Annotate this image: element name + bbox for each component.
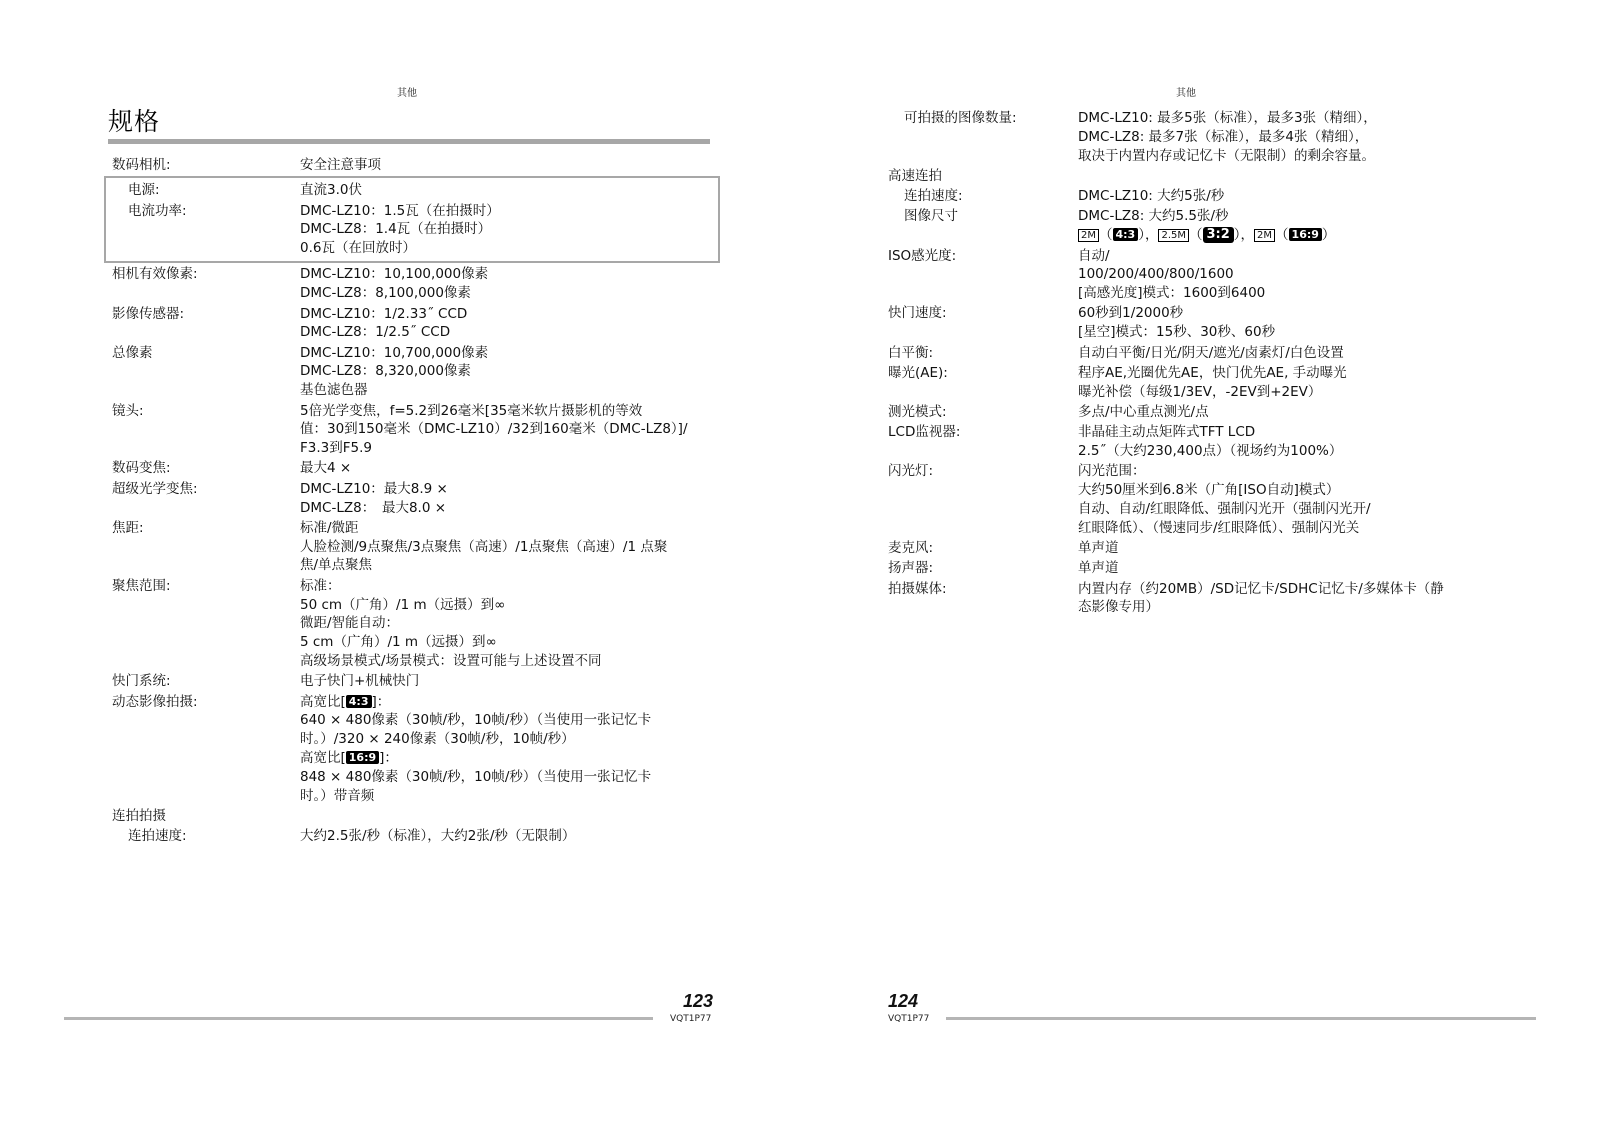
aspect-suffix: ]： (379, 749, 398, 766)
aspect-4-3-icon: 4:3 (346, 695, 372, 708)
spec-label: 麦克风: (888, 540, 934, 557)
value-line: DMC-LZ10：1.5瓦（在拍摄时） (300, 202, 500, 219)
spec-row-focus-range (112, 577, 712, 671)
doc-code-right: VQT1P77 (888, 1014, 930, 1024)
spec-value (300, 519, 712, 575)
value-line: DMC-LZ8: 最多7张（标准），最多4张（精细）， (1078, 128, 1369, 145)
spec-label: 数码变焦: (112, 460, 171, 477)
value-line: DMC-LZ10：10,700,000像素 (300, 344, 489, 361)
spec-value (300, 265, 712, 303)
spec-label: 白平衡: (888, 344, 934, 361)
spec-row-media (888, 580, 1488, 618)
spec-label: 影像传感器: (112, 305, 185, 322)
spec-row-focus (112, 519, 712, 575)
value-line: 曝光补偿（每级1/3EV，-2EV到+2EV） (1078, 383, 1322, 400)
value-line: 0.6瓦（在回放时） (300, 240, 416, 257)
spec-row-effective-pixels (112, 265, 712, 303)
value-line: 人脸检测/9点聚焦/3点聚焦（高速）/1点聚焦（高速）/1 点聚 (300, 538, 668, 555)
spec-value: 单声道 (1078, 560, 1119, 577)
spec-row-speaker (888, 559, 1488, 578)
value-line: 值：30到150毫米（DMC-LZ10）/32到160毫米（DMC-LZ8）]/ (300, 421, 688, 438)
spec-list-right (888, 109, 1488, 619)
aspect-prefix: 高宽比[ (300, 693, 346, 710)
value-line: 高级场景模式/场景模式：设置可能与上述设置不同 (300, 652, 602, 669)
spec-value: 自动白平衡/日光/阴天/遮光/卤素灯/白色设置 (1078, 344, 1344, 361)
value-line: 640 × 480像素（30帧/秒，10帧/秒）（当使用一张记忆卡 (300, 712, 652, 729)
value-line: 848 × 480像素（30帧/秒，10帧/秒）（当使用一张记忆卡 (300, 768, 652, 785)
spec-row-exposure (888, 364, 1488, 402)
spec-row-total-pixels (112, 344, 712, 400)
value-line: 50 cm（广角）/1 m（远摄）到∞ (300, 596, 506, 613)
spec-label: 扬声器: (888, 560, 934, 577)
spec-label: LCD监视器: (888, 424, 961, 441)
value-line: 5倍光学变焦，f=5.2到26毫米[35毫米软片摄影机的等效 (300, 402, 643, 419)
value-line: [高感光度]模式：1600到6400 (1078, 285, 1266, 302)
value-line: 闪光范围： (1078, 463, 1146, 480)
spec-row-mic (888, 539, 1488, 558)
spec-value: 多点/中心重点测光/点 (1078, 403, 1209, 420)
spec-row-hs-burst (888, 167, 1488, 186)
spec-label: 闪光灯: (888, 463, 934, 480)
paren: （ (1189, 227, 1203, 244)
value-line: 焦/单点聚焦 (300, 557, 373, 574)
spec-label: 连拍速度: (904, 188, 963, 205)
value-line: 标准/微距 (300, 519, 359, 536)
aspect-3-2-icon: 3:2 (1203, 227, 1234, 243)
spec-value (1078, 423, 1488, 461)
value-line: 微距/智能自动： (300, 615, 400, 632)
spec-value: 直流3.0伏 (300, 182, 362, 199)
spec-label: 聚焦范围: (112, 577, 171, 594)
value-line (300, 693, 712, 712)
value-line: 时。）带音频 (300, 787, 375, 804)
spec-label: 数码相机: (112, 157, 171, 173)
value-line: DMC-LZ8：1/2.5˝ CCD (300, 324, 451, 341)
value-line: 态影像专用） (1078, 599, 1159, 616)
value-line: 100/200/400/800/1600 (1078, 266, 1234, 283)
spec-row-lcd (888, 423, 1488, 461)
doc-code-left: VQT1P77 (670, 1014, 712, 1024)
spec-row-digital-zoom (112, 459, 712, 478)
value-line: 5 cm（广角）/1 m（远摄）到∞ (300, 634, 497, 651)
spec-label: 可拍摄的图像数量: (904, 110, 1017, 126)
spec-row-image-size (888, 207, 1488, 245)
value-line (1078, 226, 1488, 245)
value-line: DMC-LZ8：1.4瓦（在拍摄时） (300, 221, 492, 238)
spec-value: 最大4 × (300, 460, 352, 477)
spec-value (300, 577, 712, 671)
spec-row-flash (888, 462, 1488, 537)
value-line (300, 749, 712, 768)
value-line: F3.3到F5.9 (300, 440, 372, 457)
page-number-right: 124 (888, 991, 919, 1011)
paren: ）， (1138, 227, 1159, 244)
section-header-right: 其他 (1176, 88, 1196, 99)
value-line: DMC-LZ10: 最多5张（标准），最多3张（精细）， (1078, 110, 1377, 126)
spec-value (300, 480, 712, 518)
size-2-5m-icon: 2.5M (1158, 229, 1189, 242)
spec-label: 高速连拍 (888, 167, 942, 184)
value-line: 大约50厘米到6.8米（广角[ISO自动]模式） (1078, 482, 1340, 499)
spec-row-shutter-speed (888, 304, 1488, 342)
spec-value (1078, 247, 1488, 303)
spec-label: 电流功率: (128, 202, 187, 219)
spec-label: 图像尺寸 (904, 208, 958, 225)
value-line: 程序AE,光圈优先AE，快门优先AE, 手动曝光 (1078, 364, 1347, 381)
aspect-16-9-icon: 16:9 (1289, 228, 1322, 241)
spec-value: 电子快门+机械快门 (300, 673, 420, 690)
spec-label: 相机有效像素: (112, 266, 198, 283)
spec-value (1078, 462, 1488, 537)
spec-row-burst (112, 807, 712, 826)
value-line: DMC-LZ10：最大8.9 × (300, 480, 448, 497)
spec-value (1078, 207, 1488, 245)
spec-label: 焦距: (112, 519, 144, 536)
value-line: DMC-LZ10：10,100,000像素 (300, 266, 489, 283)
aspect-16-9-icon: 16:9 (346, 751, 379, 764)
paren: ）， (1233, 227, 1255, 244)
spec-value (300, 344, 712, 400)
value-line: 2.5˝（大约230,400点）（视场约为100%） (1078, 443, 1343, 460)
spec-value: 单声道 (1078, 540, 1119, 557)
value-line: DMC-LZ10：1/2.33˝ CCD (300, 305, 468, 322)
paren: （ (1275, 227, 1289, 244)
spec-row-motion (112, 693, 712, 806)
spec-value (1078, 304, 1488, 342)
footer-rule-right (946, 1017, 1536, 1020)
value-line: [星空]模式：15秒、30秒、60秒 (1078, 324, 1276, 341)
aspect-suffix: ]： (371, 693, 391, 710)
spec-label: 电源: (128, 182, 160, 199)
value-line: 基色滤色器 (300, 382, 368, 399)
spec-row-power (112, 181, 712, 200)
spec-row-extra-zoom (112, 480, 712, 518)
spec-value: DMC-LZ10: 大约5张/秒 (1078, 188, 1225, 205)
value-line: 非晶硅主动点矩阵式TFT LCD (1078, 424, 1256, 441)
spec-row-burst-speed (112, 827, 712, 846)
spec-label: 曝光(AE): (888, 364, 948, 381)
spec-value (1078, 580, 1488, 618)
spec-row-lens (112, 402, 712, 458)
spec-label: 镜头: (112, 402, 144, 419)
spec-row-consumption (112, 202, 712, 258)
spec-label: 总像素 (112, 344, 153, 361)
value-line: 自动、自动/红眼降低、强制闪光开（强制闪光开/ (1078, 500, 1371, 517)
spec-label: 拍摄媒体: (888, 580, 947, 597)
value-line: DMC-LZ8： 最大8.0 × (300, 499, 447, 516)
spec-label: 测光模式: (888, 403, 947, 420)
spec-row-shutter (112, 672, 712, 691)
spec-label: 连拍拍摄 (112, 807, 166, 824)
value-line: DMC-LZ8：8,100,000像素 (300, 285, 471, 302)
spec-list-left (112, 156, 712, 847)
spec-label: ISO感光度: (888, 247, 957, 264)
spec-row-iso (888, 247, 1488, 303)
aspect-4-3-icon: 4:3 (1113, 228, 1139, 241)
page-title: 规格 (108, 107, 161, 136)
section-header-left: 其他 (397, 88, 417, 99)
paren: （ (1099, 227, 1113, 244)
size-2m-icon: 2M (1254, 229, 1275, 242)
title-rule (108, 139, 710, 144)
spec-value (300, 693, 712, 806)
spec-row-camera (112, 156, 712, 175)
size-2m-icon: 2M (1078, 229, 1099, 242)
spec-value (300, 202, 712, 258)
spec-label: 超级光学变焦: (112, 480, 198, 497)
value-line: 内置内存（约20MB）/SD记忆卡/SDHC记忆卡/多媒体卡（静 (1078, 580, 1444, 597)
spec-row-white-balance (888, 344, 1488, 363)
spec-row-hs-speed (888, 187, 1488, 206)
spec-value (1078, 109, 1488, 165)
spec-label: 动态影像拍摄: (112, 693, 198, 710)
value-line: 60秒到1/2000秒 (1078, 305, 1184, 322)
paren: ） (1321, 227, 1336, 244)
value-line: 取决于内置内存或记忆卡（无限制）的剩余容量。 (1078, 147, 1375, 164)
spec-label: 快门系统: (112, 673, 171, 690)
spec-value: 大约2.5张/秒（标准），大约2张/秒（无限制） (300, 828, 576, 845)
spec-value (1078, 364, 1488, 402)
value-line: 自动/ (1078, 247, 1110, 264)
spec-value (300, 402, 712, 458)
spec-row-sensor (112, 305, 712, 343)
footer-rule-left (64, 1017, 653, 1020)
spec-label: 快门速度: (888, 305, 947, 322)
value-line: 标准： (300, 577, 341, 594)
value-line: DMC-LZ8: 大约5.5张/秒 (1078, 208, 1229, 225)
spec-value: 安全注意事项 (300, 157, 381, 173)
spec-value (300, 305, 712, 343)
value-line: 红眼降低）、（慢速同步/红眼降低）、强制闪光关 (1078, 519, 1360, 536)
value-line: DMC-LZ8：8,320,000像素 (300, 363, 471, 380)
spec-row-metering (888, 403, 1488, 422)
spec-row-recordable (888, 109, 1488, 165)
aspect-prefix: 高宽比[ (300, 749, 346, 766)
value-line: 时。）/320 × 240像素（30帧/秒，10帧/秒） (300, 731, 575, 748)
page-number-left: 123 (683, 991, 714, 1011)
spec-label: 连拍速度: (128, 828, 187, 845)
power-box (104, 176, 720, 263)
